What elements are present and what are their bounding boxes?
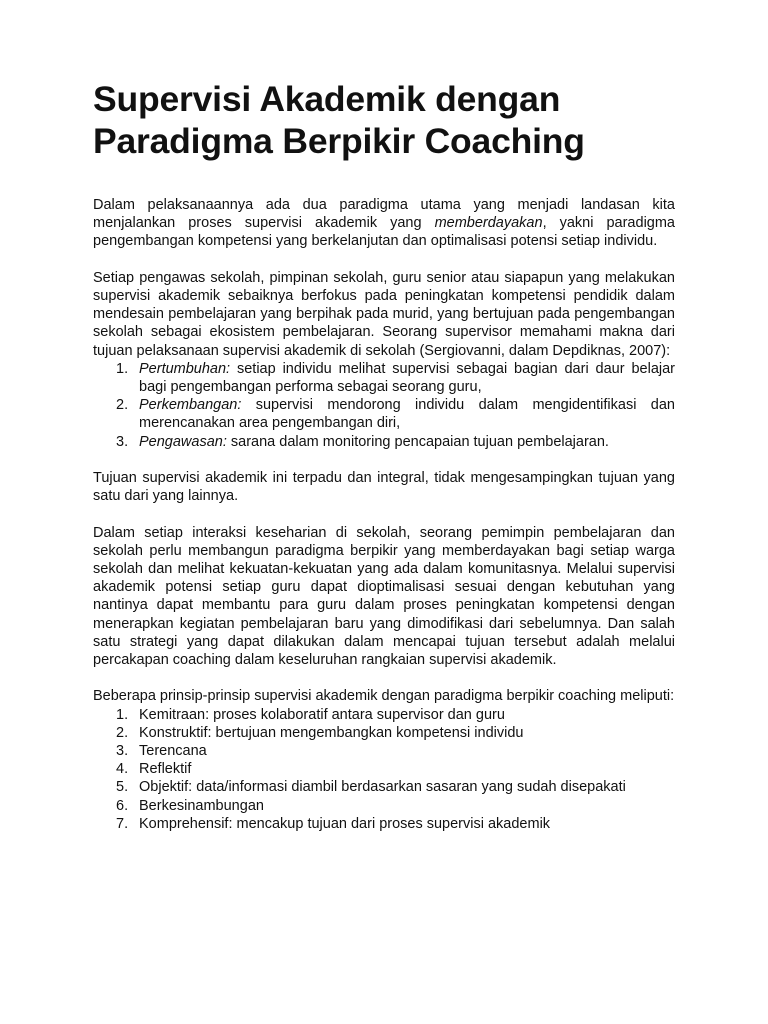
- list-item: 2. Konstruktif: bertujuan mengembangkan kompetensi individu: [116, 724, 524, 741]
- paragraph-gap: [93, 669, 675, 687]
- paragraph-supervisor-role: Setiap pengawas sekolah, pimpinan sekolah, guru senior atau siapapun yang melakukan supervisi akademik sebaiknya berfokus pada peningkatan kompetensi pendidik dalam mendesain pembelajaran yang berpihak pada murid, yang bertujuan pada pengembangan sekolah sebagai ekosistem pembelajaran. Seorang supervisor memahami makna dari tujuan pelaksanaan supervisi akademik di sekolah (Sergiovanni, dalam Depdiknas, 2007):: [93, 269, 675, 359]
- document-title: [93, 78, 675, 162]
- paragraph-intro: Dalam pelaksanaannya ada dua paradigma utama yang menjadi landasan kita menjalankan proses supervisi akademik yang memberdayakan, yakni paradigma pengembangan kompetensi yang berkelanjutan dan optimalisasi potensi setiap individu.: [93, 197, 675, 250]
- list-item: 3. Terencana: [116, 743, 207, 760]
- title-line-2: Paradigma Berpikir Coaching: [93, 121, 585, 161]
- list-item: 6. Berkesinambungan: [116, 797, 264, 814]
- list-item: 4. Reflektif: [116, 761, 192, 778]
- list-item: 1. Pertumbuhan: setiap individu melihat supervisi sebagai bagian dari daur belajar bagi pengembangan performa sebagai seorang guru,: [116, 360, 675, 396]
- paragraph-integral: Tujuan supervisi akademik ini terpadu dan integral, tidak mengesampingkan tujuan yang satu dari yang lainnya.: [93, 470, 675, 505]
- principles-list: [93, 706, 675, 833]
- list-item: 2. Perkembangan: supervisi mendorong individu dalam mengidentifikasi dan merencanakan area pengembangan diri,: [116, 397, 675, 432]
- list-item-term: Perkembangan:: [139, 397, 242, 414]
- list-item: 7. Komprehensif: mencakup tujuan dari proses supervisi akademik: [116, 815, 551, 832]
- paragraph-gap: [93, 451, 675, 469]
- paragraph-interaction: Dalam setiap interaksi keseharian di sekolah, seorang pemimpin pembelajaran dan sekolah perlu membangun paradigma berpikir yang memberdayakan bagi setiap warga sekolah dan melihat kekuatan-kekuatan yang ada dalam komunitasnya. Melalui supervisi akademik potensi setiap guru dapat dioptimalisasi sesuai dengan kebutuhan yang nantinya dapat membantu para guru dalam proses peningkatan kompetensi dengan menerapkan kegiatan pembelajaran baru yang dimodifikasi dari sebelumnya. Dan salah satu strategi yang dapat dilakukan dalam mencapai tujuan tersebut adalah melalui percakapan coaching dalam keseluruhan rangkaian supervisi akademik.: [93, 524, 675, 669]
- title-line-1: Supervisi Akademik dengan: [93, 79, 561, 119]
- document-body: [93, 196, 675, 833]
- list-item-term: Pengawasan:: [139, 433, 227, 450]
- paragraph-gap: [93, 251, 675, 269]
- paragraph-gap: [93, 505, 675, 523]
- list-item: 3. Pengawasan: sarana dalam monitoring pencapaian tujuan pembelajaran.: [116, 433, 609, 450]
- list-item-term: Pertumbuhan:: [139, 360, 231, 377]
- goals-list: [93, 360, 675, 451]
- emphasis-memberdayakan: memberdayakan: [434, 215, 543, 232]
- list-item: 1. Kemitraan: proses kolaboratif antara supervisor dan guru: [116, 706, 505, 723]
- list-item: 5. Objektif: data/informasi diambil berdasarkan sasaran yang sudah disepakati: [116, 779, 626, 796]
- paragraph-principles-intro: Beberapa prinsip-prinsip supervisi akademik dengan paradigma berpikir coaching meliputi:: [93, 688, 675, 705]
- document-page: [93, 78, 675, 833]
